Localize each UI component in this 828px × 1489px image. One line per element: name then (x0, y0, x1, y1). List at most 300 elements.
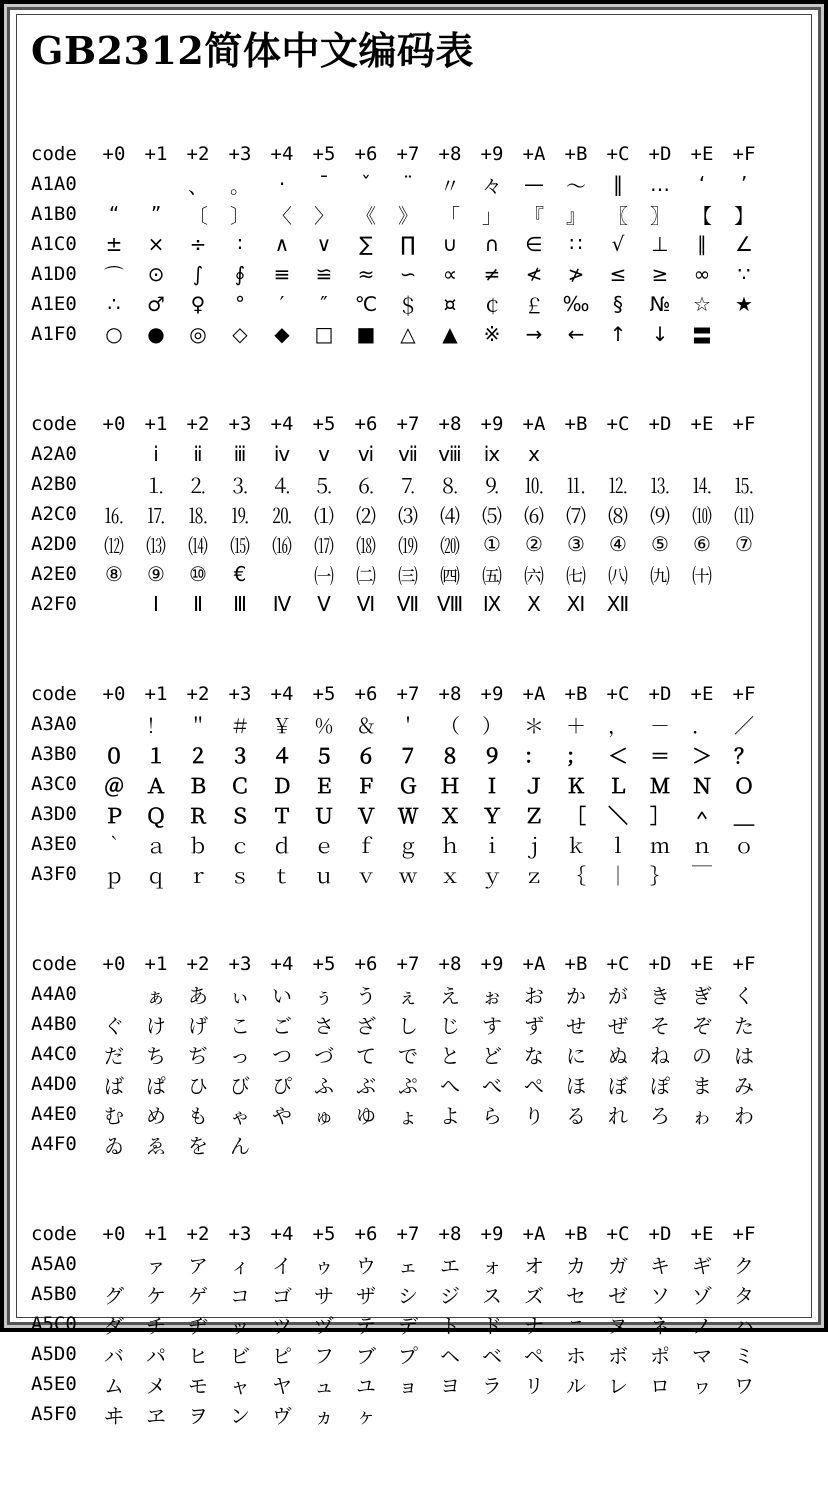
char-cell: ￣ (692, 863, 712, 888)
char-cell: ２ (188, 743, 208, 768)
char-cell: ヱ (146, 1403, 166, 1428)
char-cell: ホ (566, 1343, 586, 1368)
table-row (17, 289, 811, 319)
header-code-label: code (31, 413, 77, 435)
char-cell: は (734, 1043, 754, 1068)
char-cell: ヮ (692, 1373, 712, 1398)
char-cell: ＜ (608, 743, 628, 768)
header-offset: +8 (438, 413, 462, 435)
char-cell: ｀ (104, 833, 124, 858)
table-row (17, 439, 811, 469)
char-cell: つ (272, 1043, 292, 1068)
char-cell: ベ (482, 1343, 502, 1368)
char-cell: ／ (734, 713, 754, 738)
table-row (17, 769, 811, 799)
char-cell: ヶ (356, 1403, 376, 1428)
char-cell: ⒇ (440, 533, 460, 558)
char-cell: ぺ (524, 1073, 544, 1098)
code-table (17, 409, 811, 619)
char-cell: ⑹ (524, 503, 544, 528)
char-cell: ⒙ (188, 503, 208, 528)
row-code: A2A0 (31, 443, 77, 465)
char-cell: ｃ (230, 833, 250, 858)
char-cell: Ａ (146, 773, 166, 798)
char-cell: ス (482, 1283, 502, 1308)
char-cell: ｑ (146, 863, 166, 888)
header-code-label: code (31, 1223, 77, 1245)
header-offset: +1 (144, 683, 168, 705)
char-cell: げ (188, 1013, 208, 1038)
char-cell: ぉ (482, 983, 502, 1008)
char-cell: き (650, 983, 670, 1008)
char-cell: ⅸ (483, 442, 501, 466)
char-cell: く (734, 983, 754, 1008)
char-cell: ト (440, 1313, 460, 1338)
char-cell: ］ (650, 803, 670, 828)
row-code: A4F0 (31, 1133, 77, 1155)
char-cell: … (650, 172, 670, 196)
char-cell: ∨ (316, 232, 332, 256)
header-offset: +7 (396, 683, 420, 705)
char-cell: ‖ (613, 172, 623, 196)
char-cell: ぷ (398, 1073, 418, 1098)
char-cell: ＾ (692, 803, 712, 828)
table-row (17, 1339, 811, 1369)
char-cell: ｒ (188, 863, 208, 888)
char-cell: ソ (650, 1283, 670, 1308)
char-cell: ぶ (356, 1073, 376, 1098)
row-code: A4C0 (31, 1043, 77, 1065)
header-offset: +6 (354, 413, 378, 435)
char-cell: （ (440, 713, 460, 738)
char-cell: ツ (272, 1313, 292, 1338)
char-cell: ∥ (697, 232, 707, 256)
row-code: A3B0 (31, 743, 77, 765)
char-cell: ∏ (400, 232, 416, 256)
char-cell: ‰ (562, 292, 590, 316)
table-row (17, 499, 811, 529)
document-area (16, 14, 812, 1428)
header-offset: +2 (186, 143, 210, 165)
table-row (17, 529, 811, 559)
char-cell: ⅲ (233, 442, 247, 466)
char-cell: ぐ (104, 1013, 124, 1038)
char-cell: な (524, 1043, 544, 1068)
char-cell: ⒋ (272, 473, 292, 498)
table-row (17, 1009, 811, 1039)
char-cell: イ (272, 1253, 292, 1278)
char-cell: ㈦ (566, 563, 586, 588)
char-cell: わ (734, 1103, 754, 1128)
char-cell: Ｚ (524, 803, 544, 828)
char-cell: ㈥ (524, 563, 544, 588)
char-cell: ⅶ (398, 442, 418, 466)
char-cell: ヂ (188, 1313, 208, 1338)
table-row (17, 709, 811, 739)
header-offset: +F (732, 953, 756, 975)
char-cell: サ (314, 1283, 334, 1308)
char-cell: ￥ (272, 713, 292, 738)
char-cell: ‘ (698, 172, 706, 196)
header-offset: +7 (396, 953, 420, 975)
row-code: A1D0 (31, 263, 77, 285)
char-cell: ≡ (273, 262, 291, 286)
char-cell: Ⅺ (566, 592, 586, 616)
char-cell: ｉ (482, 833, 502, 858)
header-offset: +9 (480, 143, 504, 165)
header-offset: +D (648, 1223, 672, 1245)
char-cell: ＆ (356, 713, 376, 738)
header-offset: +F (732, 683, 756, 705)
char-cell: ご (272, 1013, 292, 1038)
header-offset: +6 (354, 683, 378, 705)
char-cell: ゐ (104, 1133, 124, 1158)
code-table (17, 139, 811, 349)
char-cell: Ⅸ (482, 592, 502, 616)
char-cell: ↓ (651, 322, 669, 346)
char-cell: ７ (398, 743, 418, 768)
header-offset: +A (522, 413, 546, 435)
char-cell: ケ (146, 1283, 166, 1308)
header-offset: +E (690, 143, 714, 165)
char-cell: ⒊ (230, 473, 250, 498)
char-cell: ゴ (272, 1283, 292, 1308)
char-cell: ≥ (651, 262, 669, 286)
header-offset: +7 (396, 413, 420, 435)
char-cell: ゾ (692, 1283, 712, 1308)
char-cell: ∽ (399, 262, 417, 286)
char-cell: ワ (734, 1373, 754, 1398)
char-cell: Ｌ (608, 773, 628, 798)
char-cell: “ (108, 202, 120, 226)
table-row (17, 259, 811, 289)
char-cell: ⑤ (651, 532, 669, 556)
char-cell: Ⅻ (606, 592, 630, 616)
char-cell: Ｓ (230, 803, 250, 828)
char-cell: ュ (314, 1373, 334, 1398)
char-cell: ③ (567, 532, 585, 556)
char-cell: 「 (440, 203, 460, 228)
char-cell: ” (150, 202, 162, 226)
table-row (17, 1099, 811, 1129)
char-cell: ∈ (525, 232, 543, 256)
header-offset: +4 (270, 1223, 294, 1245)
char-cell: ＋ (566, 713, 586, 738)
char-cell: ■ (356, 322, 376, 346)
char-cell: ｍ (650, 833, 670, 858)
char-cell: ㈢ (398, 563, 418, 588)
char-cell: ∴ (107, 292, 121, 316)
header-offset: +3 (228, 413, 252, 435)
header-offset: +5 (312, 1223, 336, 1245)
char-cell: ぱ (146, 1073, 166, 1098)
table-row (17, 1309, 811, 1339)
char-cell: ［ (566, 803, 586, 828)
char-cell: ガ (608, 1253, 628, 1278)
header-offset: +0 (102, 953, 126, 975)
char-cell: ＠ (104, 773, 124, 798)
char-cell: ⒔ (650, 473, 670, 498)
char-cell: Ｒ (188, 803, 208, 828)
char-cell: 々 (482, 173, 502, 198)
char-cell: Ｙ (482, 803, 502, 828)
char-cell: ∫ (192, 262, 204, 286)
header-offset: +B (564, 683, 588, 705)
char-cell: 〃 (440, 173, 460, 198)
char-cell: ｌ (608, 833, 628, 858)
char-cell: ぇ (398, 983, 418, 1008)
char-cell: ⅵ (357, 442, 375, 466)
header-offset: +5 (312, 683, 336, 705)
header-offset: +A (522, 143, 546, 165)
char-cell: Ｈ (440, 773, 460, 798)
char-cell: づ (314, 1043, 334, 1068)
char-cell: ○ (105, 322, 123, 346)
table-row (17, 1369, 811, 1399)
char-cell: ぼ (608, 1073, 628, 1098)
table-row (17, 229, 811, 259)
char-cell: ％ (314, 713, 334, 738)
char-cell: び (230, 1073, 250, 1098)
char-cell: 〗 (650, 203, 670, 228)
row-code: A3A0 (31, 713, 77, 735)
header-offset: +4 (270, 143, 294, 165)
char-cell: け (146, 1013, 166, 1038)
char-cell: ⒁ (188, 533, 208, 558)
char-cell: ぽ (650, 1073, 670, 1098)
header-offset: +5 (312, 413, 336, 435)
char-cell: む (104, 1103, 124, 1128)
char-cell: Ⅰ (153, 592, 159, 616)
char-cell: ′ (279, 292, 285, 316)
char-cell: Ｅ (314, 773, 334, 798)
char-cell: ヰ (104, 1403, 124, 1428)
header-offset: +E (690, 953, 714, 975)
table-row (17, 799, 811, 829)
char-cell: ｛ (566, 863, 586, 888)
char-cell: め (146, 1103, 166, 1128)
char-cell: ぞ (692, 1013, 712, 1038)
char-cell: た (734, 1013, 754, 1038)
char-cell: ひ (188, 1073, 208, 1098)
char-cell: ◇ (232, 322, 248, 346)
char-cell: ｄ (272, 833, 292, 858)
char-cell: ⒒ (566, 473, 586, 498)
char-cell: 〕 (230, 203, 250, 228)
char-cell: ポ (650, 1343, 670, 1368)
header-offset: +4 (270, 953, 294, 975)
char-cell: ふ (314, 1073, 334, 1098)
char-cell: Ｗ (398, 803, 418, 828)
code-table (17, 1219, 811, 1429)
char-cell: ァ (146, 1253, 166, 1278)
char-cell: ッ (230, 1313, 250, 1338)
char-cell: ∮ (234, 262, 246, 286)
char-cell: ⑶ (398, 503, 418, 528)
char-cell: ば (104, 1073, 124, 1098)
header-offset: +6 (354, 143, 378, 165)
header-offset: +F (732, 413, 756, 435)
char-cell: キ (650, 1253, 670, 1278)
char-cell: Ⅳ (272, 592, 292, 616)
row-code: A2D0 (31, 533, 77, 555)
char-cell: ぎ (692, 983, 712, 1008)
table-row (17, 1129, 811, 1159)
char-cell: ダ (104, 1313, 124, 1338)
char-cell: バ (104, 1343, 124, 1368)
char-cell: ⑨ (147, 562, 165, 586)
char-cell: ぜ (608, 1013, 628, 1038)
char-cell: ⒓ (608, 473, 628, 498)
table-header-row (17, 679, 811, 709)
char-cell: ⌒ (104, 263, 124, 288)
table-row (17, 1039, 811, 1069)
row-code: A5B0 (31, 1283, 77, 1305)
char-cell: Ⅵ (356, 592, 376, 616)
char-cell: ≌ (315, 262, 333, 286)
char-cell: Ｋ (566, 773, 586, 798)
char-cell: か (566, 983, 586, 1008)
char-cell: ｝ (650, 863, 670, 888)
char-cell: ぃ (230, 983, 250, 1008)
table-row (17, 199, 811, 229)
row-code: A4D0 (31, 1073, 77, 1095)
char-cell: ⑻ (608, 503, 628, 528)
row-code: A2E0 (31, 563, 77, 585)
char-cell: ← (567, 322, 585, 346)
char-cell: ゲ (188, 1283, 208, 1308)
char-cell: Ⅹ (527, 592, 541, 616)
char-cell: ① (483, 532, 501, 556)
char-cell: ÷ (189, 232, 207, 256)
char-cell: オ (524, 1253, 544, 1278)
char-cell: Ⅷ (436, 592, 464, 616)
char-cell: ⒏ (440, 473, 460, 498)
char-cell: じ (440, 1013, 460, 1038)
char-cell: ゎ (692, 1103, 712, 1128)
char-cell: ⒃ (272, 533, 292, 558)
header-offset: +0 (102, 683, 126, 705)
char-cell: ｊ (524, 833, 544, 858)
header-offset: +1 (144, 143, 168, 165)
char-cell: よ (440, 1103, 460, 1128)
char-cell: ナ (524, 1313, 544, 1338)
char-cell: ④ (609, 532, 627, 556)
char-cell: ⒐ (482, 473, 502, 498)
char-cell: ＼ (608, 803, 628, 828)
row-code: A1C0 (31, 233, 77, 255)
table-row (17, 739, 811, 769)
char-cell: グ (104, 1283, 124, 1308)
char-cell: ※ (483, 322, 501, 346)
table-row (17, 1249, 811, 1279)
row-code: A5C0 (31, 1313, 77, 1335)
char-cell: ま (692, 1073, 712, 1098)
char-cell: ⑿ (104, 533, 124, 558)
header-offset: +3 (228, 683, 252, 705)
char-cell: Ⅶ (396, 592, 420, 616)
char-cell: て (356, 1043, 376, 1068)
header-offset: +1 (144, 1223, 168, 1245)
char-cell: を (188, 1133, 208, 1158)
header-offset: +2 (186, 1223, 210, 1245)
char-cell: ぬ (608, 1043, 628, 1068)
char-cell: ⊙ (147, 262, 165, 286)
header-offset: +B (564, 1223, 588, 1245)
char-cell: ⑴ (314, 503, 334, 528)
char-cell: ㈤ (482, 563, 502, 588)
header-offset: +D (648, 143, 672, 165)
char-cell: す (482, 1013, 502, 1038)
char-cell: ０ (104, 743, 124, 768)
char-cell: ㈠ (314, 563, 334, 588)
char-cell: ユ (356, 1373, 376, 1398)
char-cell: ５ (314, 743, 334, 768)
char-cell: ぁ (146, 983, 166, 1008)
char-cell: マ (692, 1343, 712, 1368)
table-row (17, 1399, 811, 1429)
char-cell: ＝ (650, 743, 670, 768)
char-cell: № (649, 292, 671, 316)
char-cell: ヌ (608, 1313, 628, 1338)
header-offset: +7 (396, 143, 420, 165)
char-cell: ≮ (525, 262, 543, 286)
char-cell: ∝ (442, 262, 458, 286)
char-cell: と (440, 1043, 460, 1068)
char-cell: Ｔ (272, 803, 292, 828)
char-cell: タ (734, 1283, 754, 1308)
char-cell: ◎ (189, 322, 207, 346)
char-cell: 、 (188, 173, 208, 198)
char-cell: ヴ (272, 1403, 292, 1428)
char-cell: ほ (566, 1073, 586, 1098)
char-cell: ⑷ (440, 503, 460, 528)
char-cell: Ｐ (104, 803, 124, 828)
char-cell: ＿ (734, 803, 754, 828)
header-offset: +9 (480, 413, 504, 435)
char-cell: ヘ (440, 1343, 460, 1368)
row-code: A5E0 (31, 1373, 77, 1395)
char-cell: ＇ (398, 713, 418, 738)
char-cell: ⒌ (314, 473, 334, 498)
char-cell: １ (146, 743, 166, 768)
char-cell: ∷ (569, 232, 583, 256)
row-code: A1F0 (31, 323, 77, 345)
char-cell: ⒚ (230, 503, 250, 528)
char-cell: さ (314, 1013, 334, 1038)
char-cell: ｘ (440, 863, 460, 888)
char-cell: ⅷ (438, 442, 462, 466)
header-offset: +B (564, 413, 588, 435)
char-cell: ∧ (274, 232, 290, 256)
char-cell: ℃ (354, 292, 378, 316)
char-cell: ＊ (524, 713, 544, 738)
header-offset: +4 (270, 683, 294, 705)
char-cell: § (613, 292, 623, 316)
char-cell: ～ (566, 173, 586, 198)
char-cell: ｕ (314, 863, 334, 888)
char-cell: ｏ (734, 833, 754, 858)
char-cell: ⒉ (188, 473, 208, 498)
char-cell: れ (608, 1103, 628, 1128)
char-cell: ⒍ (356, 473, 376, 498)
char-cell: ⑽ (692, 503, 712, 528)
char-cell: で (398, 1043, 418, 1068)
char-cell: ★ (735, 292, 753, 316)
char-cell: ⑼ (650, 503, 670, 528)
char-cell: る (566, 1103, 586, 1128)
table-row (17, 589, 811, 619)
